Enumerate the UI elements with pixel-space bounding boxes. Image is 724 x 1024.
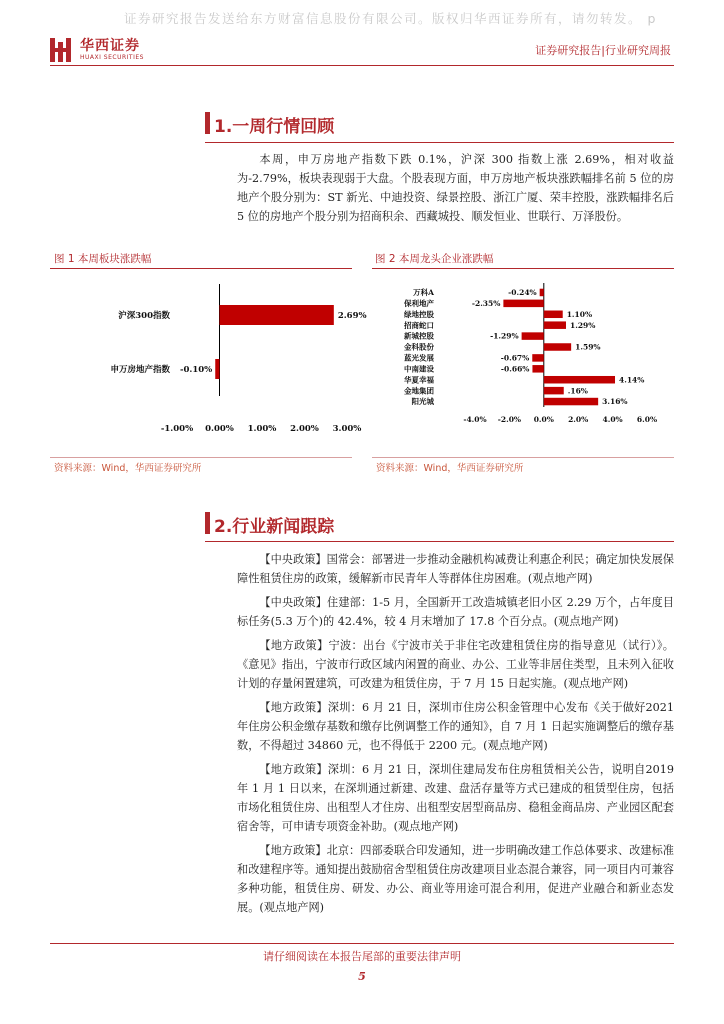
legal-notice: 请仔细阅读在本报告尾部的重要法律声明 (263, 950, 461, 963)
section-1-title: 1.一周行情回顾 (214, 117, 335, 137)
watermark-text: 证券研究报告发送给东方财富信息股份有限公司。版权归华西证券所有，请勿转发。 p (124, 11, 657, 26)
figure-1-top-line (50, 268, 352, 269)
value-label: -0.66% (500, 364, 530, 374)
news-item: 【中央政策】住建部：1-5 月，全国新开工改造城镇老旧小区 2.29 万个，占年度目标任务(5.3 万个)的 42.4%，较 4 月末增加了 17.8 个百分点。(观点地产网) (237, 596, 674, 628)
bar (522, 332, 544, 340)
section-2-divider (205, 541, 674, 542)
value-label: -1.29% (490, 331, 519, 341)
category-label: 新城控股 (404, 331, 434, 341)
value-label: 2.69% (337, 310, 367, 321)
value-label: 1.59% (575, 342, 601, 352)
bar (544, 343, 571, 351)
x-tick-label: -2.0% (497, 415, 522, 424)
bar (220, 305, 334, 325)
bar (503, 300, 543, 308)
summary-paragraph: 本周，申万房地产指数下跌 0.1%，沪深 300 指数上涨 2.69%，相对收益为-2.79%，板块表现弱于大盘。个股表现方面，申万房地产板块涨跌幅排名前 5 位的房地产个股分别为：ST 新光、中迪投资、绿景控股、浙江广厦、荣丰控股，涨跌幅排名后 5 位的房地产个股分别为招商积余、西藏城投、顺发恒业、世联行、万泽股份。 (237, 153, 674, 223)
figure-1-title: 图 1 本周板块涨跌幅 (54, 253, 152, 265)
category-label: 万科A (413, 288, 434, 298)
x-tick-label: 6.0% (636, 415, 658, 424)
bar (544, 321, 566, 329)
figure-1-chart (50, 270, 367, 455)
news-item: 【地方政策】北京：四部委联合印发通知，进一步明确改建工作总体要求、改建标准和改建程序等。通知提出鼓励宿舍型租赁住房改建项目业态混合兼容，同一项目内可兼容多种功能，租赁住房、研发、办公、商业等用途可混合利用，促进产业融合和新业态发展。(观点地产网) (237, 844, 674, 914)
category-label: 招商蛇口 (404, 320, 434, 330)
category-label: 华夏幸福 (404, 375, 434, 385)
section-1-body (237, 150, 674, 226)
value-label: 3.16% (602, 397, 628, 407)
category-label: 中南建设 (404, 364, 434, 374)
header-divider (50, 65, 674, 66)
news-list (237, 550, 674, 917)
bar (215, 359, 219, 379)
x-tick-label: 3.00% (332, 424, 362, 434)
value-label: 1.10% (566, 309, 593, 319)
huaxi-logo-icon (50, 38, 72, 62)
section-marker (205, 112, 210, 134)
figure-2-chart (372, 270, 674, 455)
news-item: 【地方政策】深圳：6 月 21 日，深圳市住房公积金管理中心发布《关于做好2021 年住房公积金缴存基数和缴存比例调整工作的通知》，自 7 月 1 日起实施调整后的缴存基数，不得超过 34860 元，也不得低于 2200 元。(观点地产网) (237, 701, 674, 752)
x-tick-label: -1.00% (160, 424, 194, 434)
value-label: -2.35% (471, 298, 501, 308)
x-tick-label: 2.0% (568, 415, 589, 424)
bar (540, 289, 544, 297)
bar (544, 376, 615, 384)
x-tick-label: 1.00% (247, 424, 277, 434)
footer-divider (50, 943, 674, 944)
news-item: 【中央政策】国常会：部署进一步推动金融机构减费让利惠企利民；确定加快发展保障性租赁住房的政策，缓解新市民青年人等群体住房困难。(观点地产网) (237, 553, 674, 585)
value-label: 4.14% (619, 375, 645, 385)
x-tick-label: 2.00% (290, 424, 319, 434)
section-marker (205, 512, 210, 534)
category-label: 蓝光发展 (404, 353, 434, 363)
figure-1-source: 资料来源：Wind，华西证券研究所 (54, 463, 202, 474)
bar (544, 311, 563, 319)
value-label: -0.67% (500, 353, 530, 363)
category-label: 金科股份 (404, 342, 434, 352)
news-item: 【地方政策】深圳：6 月 21 日，深圳住建局发布住房租赁相关公告，说明自2019 年 1 月 1 日以来，在深圳通过新建、改建、盘活存量等方式已建成的租赁型住房，包括市场化租赁住房、出租型人才住房、出租型安居型商品房、稳租金商品房、产业园区配套宿舍等，可申请专项资金补助。(观点地产网) (237, 763, 674, 833)
value-label: -0.24% (508, 288, 537, 298)
x-tick-label: 0.0% (533, 415, 554, 424)
news-item: 【地方政策】宁波：出台《宁波市关于非住宅改建租赁住房的指导意见（试行）》。《意见》指出，宁波市行政区域内闲置的商业、办公、工业等非居住类型，且未列入征收计划的存量闲置建筑，可改建为租赁住房，于 7 月 15 日起实施。(观点地产网) (237, 639, 674, 690)
figure-2-title: 图 2 本周龙头企业涨跌幅 (375, 253, 494, 265)
figure-2-top-line (372, 268, 674, 269)
category-label: 申万房地产指数 (110, 364, 170, 375)
brand-name: 华西证券 (80, 38, 140, 54)
report-type: 证券研究报告|行业研究周报 (535, 44, 671, 57)
value-label: 1.29% (569, 320, 596, 330)
bar (544, 398, 598, 406)
category-label: 绿地控股 (404, 309, 434, 319)
bar (532, 354, 544, 362)
value-label: .16% (567, 386, 588, 396)
value-label: -0.10% (179, 364, 213, 375)
page-number: 5 (358, 970, 366, 983)
x-tick-label: 4.0% (602, 415, 623, 424)
category-label: 保利地产 (404, 298, 434, 308)
figure-2-source: 资料来源：Wind，华西证券研究所 (376, 463, 524, 474)
bar (532, 365, 543, 373)
brand-name-en: HUAXI SECURITIES (80, 54, 144, 61)
section-2-title: 2.行业新闻跟踪 (214, 517, 335, 537)
x-tick-label: -4.0% (463, 415, 487, 424)
category-label: 金地集团 (404, 386, 434, 396)
figure-1-source-line (50, 457, 352, 458)
category-label: 阳光城 (411, 397, 434, 407)
figure-2-source-line (372, 457, 674, 458)
bar (544, 387, 564, 395)
x-tick-label: 0.00% (205, 424, 234, 434)
category-label: 沪深300指数 (118, 310, 170, 321)
section-1-divider (205, 142, 674, 143)
